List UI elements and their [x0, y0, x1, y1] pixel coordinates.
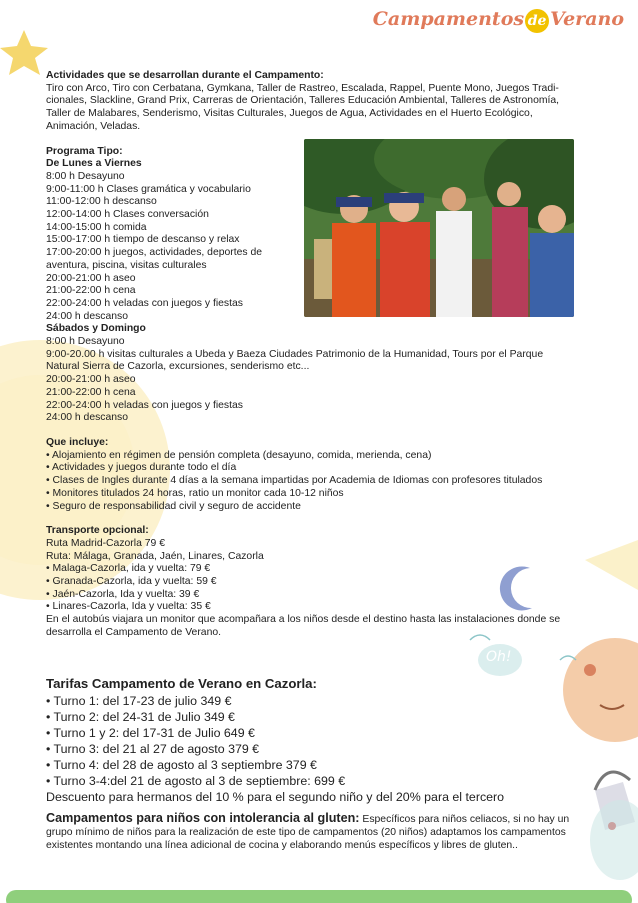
incluye-section — [46, 437, 586, 513]
programa-section — [46, 146, 586, 425]
gluten-heading: Campamentos para niños con intolerancia al gluten: — [46, 811, 360, 825]
schedule-line: 15:00-17:00 h tiempo de descanso y relax — [46, 234, 240, 246]
schedule-line: 11:00-12:00 h descanso — [46, 196, 157, 208]
schedule-line: Natural Sierra de Cazorla, excursiones, senderismo etc... — [46, 361, 310, 373]
activities-line: cionales, Slackline, Grand Prix, Carreras de Orientación, Talleres Educación Ambiental, Talleres de Astronomía, — [46, 95, 560, 107]
transporte-line: • Malaga-Cazorla, ida y vuelta: 79 € — [46, 563, 211, 575]
tarifa-item: • Turno 1 y 2: del 17-31 de Julio 649 € — [46, 726, 255, 740]
transporte-line: Ruta Madrid-Cazorla 79 € — [46, 537, 165, 549]
schedule-line: 20:00-21:00 h aseo — [46, 272, 136, 284]
schedule-line: 12:00-14:00 h Clases conversación — [46, 209, 209, 221]
gluten-line: grupo mínimo de niños para la realización de este tipo de campamentos (20 niños) adaptamos los campamentos — [46, 827, 566, 838]
schedule-line: 22:00-24:00 h veladas con juegos y fiestas — [46, 399, 243, 411]
schedule-line: 20:00-21:00 h aseo — [46, 374, 136, 386]
incluye-item: • Alojamiento en régimen de pensión completa (desayuno, comida, merienda, cena) — [46, 449, 432, 461]
logo-part3: Verano — [550, 8, 624, 30]
activities-heading: Actividades que se desarrollan durante el Campamento: — [46, 70, 324, 81]
schedule-line: aventura, piscina, visitas culturales — [46, 259, 207, 271]
main-content — [46, 70, 586, 652]
schedule-line: 21:00-22:00 h cena — [46, 386, 136, 398]
gluten-line: existentes montando una línea adicional de cocina y elaborando menús específicos y libres de gluten.. — [46, 840, 518, 851]
oh-text: Oh! — [486, 649, 512, 665]
activities-section — [46, 70, 586, 134]
programa-heading: Programa Tipo: — [46, 145, 123, 157]
weekend-heading: Sábados y Domingo — [46, 323, 146, 335]
transporte-line: desarrolla el Campamento de Verano. — [46, 626, 222, 638]
tarifa-item: • Turno 2: del 24-31 de Julio 349 € — [46, 710, 235, 724]
incluye-item: • Seguro de responsabilidad civil y seguro de accidente — [46, 500, 301, 512]
logo-part1: Campamentos — [372, 8, 525, 30]
schedule-line: 24:00 h descanso — [46, 310, 129, 322]
activities-line: Tiro con Arco, Tiro con Cerbatana, Gymkana, Taller de Rastreo, Escalada, Rappel, Puente Mono, Juegos Tradi- — [46, 82, 559, 94]
logo — [373, 8, 624, 33]
transporte-line: • Granada-Cazorla, ida y vuelta: 59 € — [46, 576, 217, 588]
schedule-line: 24:00 h descanso — [46, 412, 129, 424]
transporte-line: En el autobús viajara un monitor que acompañara a los niños desde el destino hasta las instalaciones donde se — [46, 614, 561, 626]
tarifa-item: • Turno 3-4:del 21 de agosto al 3 de septiembre: 699 € — [46, 774, 346, 788]
incluye-item: • Clases de Ingles durante 4 días a la semana impartidas por Academia de Idiomas con profesores titulados — [46, 475, 543, 487]
schedule-line: 9:00-11:00 h Clases gramática y vocabulario — [46, 183, 251, 195]
schedule-line: 21:00-22:00 h cena — [46, 285, 136, 297]
tarifas-section — [46, 676, 606, 805]
activities-line: Animación, Veladas. — [46, 120, 141, 132]
schedule-line: 8:00 h Desayuno — [46, 170, 125, 182]
schedule-line: 22:00-24:00 h veladas con juegos y fiestas — [46, 297, 243, 309]
incluye-heading: Que incluye: — [46, 436, 109, 448]
tarifa-item: • Turno 1: del 17-23 de julio 349 € — [46, 694, 232, 708]
activities-line: Taller de Malabares, Senderismo, Visitas Culturales, Juegos de Agua, Actividades en el Huerto Ecológico, — [46, 108, 533, 120]
incluye-item: • Monitores titulados 24 horas, ratio un monitor cada 10-12 niños — [46, 487, 344, 499]
transporte-line: • Linares-Cazorla, Ida y vuelta: 35 € — [46, 601, 211, 613]
tarifas-descuento: Descuento para hermanos del 10 % para el segundo niño y del 20% para el tercero — [46, 790, 505, 804]
schedule-line: 17:00-20:00 h juegos, actividades, deportes de — [46, 247, 263, 259]
tarifas-title: Tarifas Campamento de Verano en Cazorla: — [46, 676, 317, 691]
schedule-line: 9:00-20.00 h visitas culturales a Ubeda y Baeza Ciudades Patrimonio de la Humanidad, Tours por el Parque — [46, 348, 544, 360]
transporte-line: • Jaén-Cazorla, Ida y vuelta: 39 € — [46, 588, 200, 600]
incluye-item: • Actividades y juegos durante todo el día — [46, 462, 237, 474]
star-icon — [0, 30, 48, 75]
transporte-heading: Transporte opcional: — [46, 525, 149, 537]
gluten-text-inline: Específicos para niños celiacos, si no hay un — [359, 814, 570, 825]
schedule-line: 14:00-15:00 h comida — [46, 221, 147, 233]
footer-bar — [6, 890, 632, 903]
transporte-line: Ruta: Málaga, Granada, Jaén, Linares, Cazorla — [46, 550, 264, 562]
logo-part2: de — [525, 9, 549, 33]
tarifa-item: • Turno 3: del 21 al 27 de agosto 379 € — [46, 742, 260, 756]
gluten-section — [46, 812, 596, 852]
tarifa-item: • Turno 4: del 28 de agosto al 3 septiembre 379 € — [46, 758, 317, 772]
weekdays-heading: De Lunes a Viernes — [46, 158, 142, 170]
schedule-line: 8:00 h Desayuno — [46, 336, 125, 348]
transporte-section — [46, 525, 586, 639]
